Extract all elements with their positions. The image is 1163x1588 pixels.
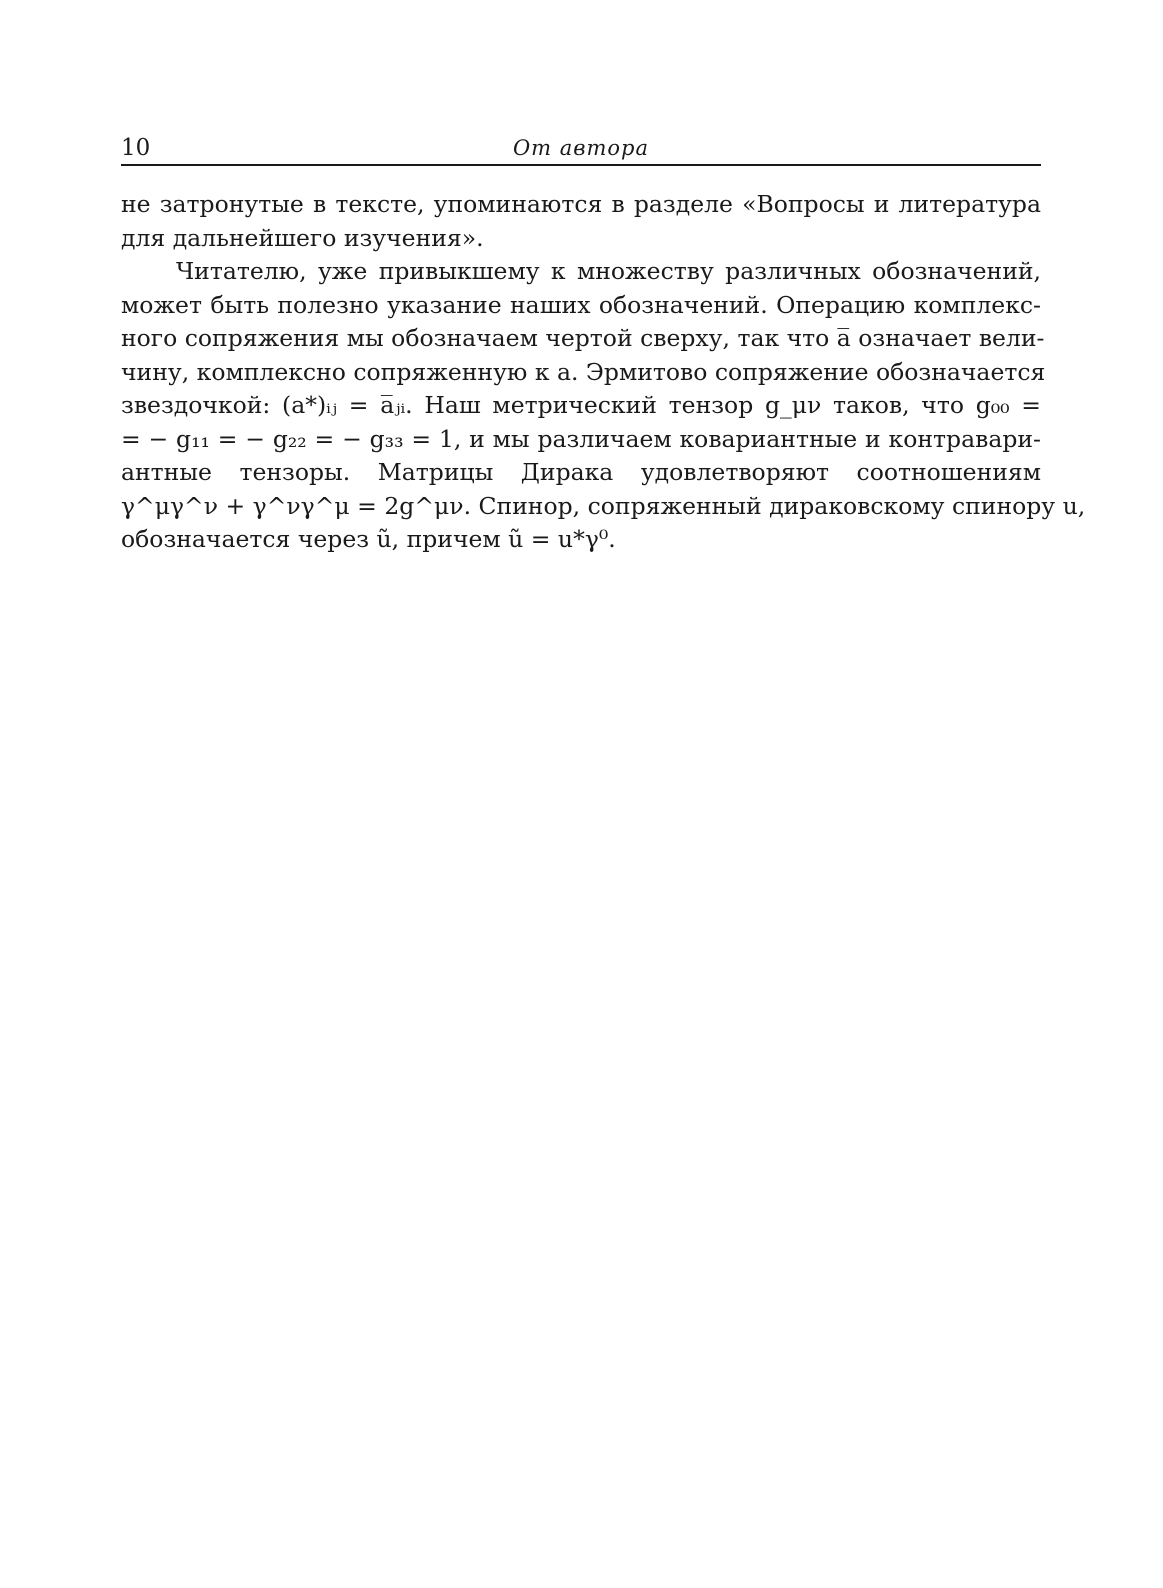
text-line: = − g₁₁ = − g₂₂ = − g₃₃ = 1, и мы различаем ковариантные и контравари- — [121, 424, 1041, 453]
text-line: γ^μγ^ν + γ^νγ^μ = 2g^μν. Спинор, сопряженный дираковскому спинору u, — [121, 491, 1086, 520]
paragraph-2 — [121, 255, 1086, 557]
running-title: От автора — [512, 136, 650, 160]
text-line: чину, комплексно сопряженную к a. Эрмитово сопряжение обозначается — [121, 357, 1046, 386]
text-line: ного сопряжения мы обозначаем чертой сверху, так что a̅ означает вели- — [121, 324, 1045, 352]
text-line: обозначается через ũ, причем ũ = u*γ⁰. — [121, 525, 616, 553]
text-line: не затронутые в тексте, упоминаются в разделе «Вопросы и литература — [121, 190, 1041, 218]
text-line: для дальнейшего изучения». — [121, 223, 484, 252]
text-line: антные тензоры. Матрицы Дирака удовлетворяют соотношениям — [121, 458, 1041, 486]
paragraph-1 — [121, 188, 1041, 255]
text-line: Читателю, уже привыкшему к множеству различных обозначений, — [176, 257, 1041, 285]
page-number: 10 — [121, 135, 151, 161]
text-line: может быть полезно указание наших обозначений. Операцию комплекс- — [121, 290, 1041, 319]
text-line: звездочкой: (a*)ᵢⱼ = a̅ⱼᵢ. Наш метрический тензор g_μν таков, что g₀₀ = — [121, 391, 1041, 419]
running-head — [121, 134, 1041, 166]
body-text — [121, 188, 1086, 557]
